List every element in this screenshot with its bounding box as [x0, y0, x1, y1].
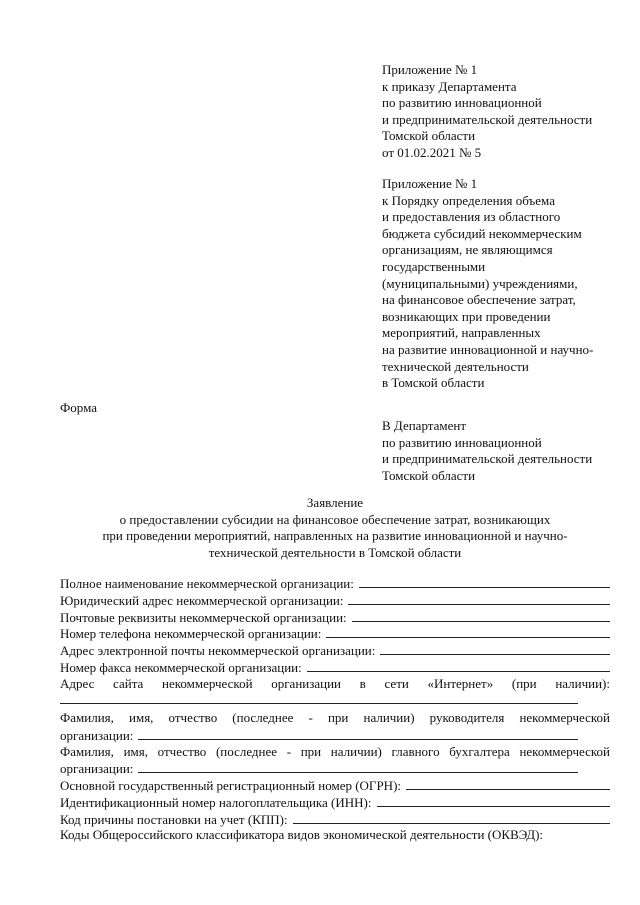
appendix-procedure-line: мероприятий, направленных	[382, 325, 541, 341]
field-label: организации:	[60, 761, 134, 777]
title-heading: Заявление	[306, 495, 364, 510]
appendix-procedure-line: и предоставления из областного	[382, 209, 561, 225]
appendix-order-date: от 01.02.2021 № 5	[382, 144, 482, 160]
website-input-line[interactable]	[60, 692, 578, 704]
appendix-procedure-line: к Порядку определения объема	[382, 192, 555, 208]
field-ogrn	[60, 777, 610, 794]
field-label: Юридический адрес некоммерческой организации:	[60, 592, 344, 608]
field-director	[60, 727, 610, 744]
addressee-line: и предпринимательской деятельности	[382, 451, 593, 467]
field-label: организации:	[60, 727, 134, 743]
field-full-name	[60, 575, 610, 592]
phone-input-line[interactable]	[326, 625, 610, 638]
field-label: Код причины постановки на учет (КПП):	[60, 811, 288, 827]
field-kpp	[60, 811, 610, 828]
field-label: Адрес электронной почты некоммерческой организации:	[60, 643, 376, 659]
title-subtitle-line: при проведении мероприятий, направленных на развитие инновационной и научно-	[102, 528, 568, 544]
application-fields	[60, 575, 610, 844]
addressee-line: по развитию инновационной	[382, 434, 542, 450]
field-label: Номер факса некоммерческой организации:	[60, 659, 302, 675]
field-okved-label: Коды Общероссийского классификатора видов экономической деятельности (ОКВЭД):	[60, 827, 544, 843]
addressee-block	[382, 418, 622, 484]
field-postal-details	[60, 609, 610, 626]
appendix-order-line: Томской области	[382, 128, 476, 144]
title-subtitle-line: технической деятельности в Томской области	[208, 544, 462, 560]
appendix-procedure-line: бюджета субсидий некоммерческим	[382, 225, 582, 241]
appendix-procedure-line: технической деятельности	[382, 358, 529, 374]
appendix-procedure-line: организациям, не являющимся	[382, 242, 553, 258]
legal-address-input-line[interactable]	[348, 592, 610, 605]
field-label: Номер телефона некоммерческой организации:	[60, 626, 322, 642]
appendix-order-line: по развитию инновационной	[382, 95, 542, 111]
field-website-label: Адрес сайта некоммерческой организации в сети «Интернет» (при наличии):	[60, 675, 610, 691]
field-label: Идентификационный номер налогоплательщика (ИНН):	[60, 794, 372, 810]
appendix-order-line: к приказу Департамента	[382, 78, 517, 94]
full-name-input-line[interactable]	[359, 575, 610, 588]
addressee-line: В Департамент	[382, 418, 467, 433]
appendix-order-line: Приложение № 1	[382, 62, 478, 77]
appendix-procedure-line: Приложение № 1	[382, 176, 478, 191]
appendix-procedure-line: в Томской области	[382, 375, 485, 391]
field-label: Основной государственный регистрационный номер (ОГРН):	[60, 777, 402, 793]
field-inn	[60, 794, 610, 811]
accountant-input-line[interactable]	[138, 760, 578, 773]
inn-input-line[interactable]	[377, 794, 611, 807]
director-input-line[interactable]	[138, 727, 578, 740]
appendix-procedure-line: на финансовое обеспечение затрат,	[382, 292, 576, 308]
field-accountant-label: Фамилия, имя, отчество (последнее - при наличии) главного бухгалтера некоммерческой	[60, 743, 610, 759]
field-director-label: Фамилия, имя, отчество (последнее - при наличии) руководителя некоммерческой	[60, 710, 610, 726]
title-subtitle-line: о предоставлении субсидии на финансовое обеспечение затрат, возникающих	[119, 511, 551, 527]
form-label: Форма	[60, 400, 97, 415]
addressee-line: Томской области	[382, 467, 476, 483]
fax-input-line[interactable]	[307, 659, 610, 672]
appendix-procedure-line: на развитие инновационной и научно-	[382, 341, 594, 357]
field-accountant	[60, 760, 610, 777]
field-phone	[60, 625, 610, 642]
email-input-line[interactable]	[380, 642, 610, 655]
kpp-input-line[interactable]	[293, 811, 610, 824]
appendix-procedure-line: государственными	[382, 258, 486, 274]
field-label: Почтовые реквизиты некоммерческой организации:	[60, 609, 347, 625]
appendix-order-block	[382, 62, 622, 162]
field-email	[60, 642, 610, 659]
ogrn-input-line[interactable]	[406, 777, 610, 790]
appendix-procedure-line: возникающих при проведении	[382, 308, 551, 324]
appendix-procedure-line: (муниципальными) учреждениями,	[382, 275, 578, 291]
application-title	[60, 495, 610, 561]
field-label: Полное наименование некоммерческой организации:	[60, 576, 354, 591]
appendix-procedure-block	[382, 176, 622, 392]
appendix-order-line: и предпринимательской деятельности	[382, 111, 593, 127]
field-fax	[60, 659, 610, 676]
field-legal-address	[60, 592, 610, 609]
postal-details-input-line[interactable]	[352, 609, 610, 622]
